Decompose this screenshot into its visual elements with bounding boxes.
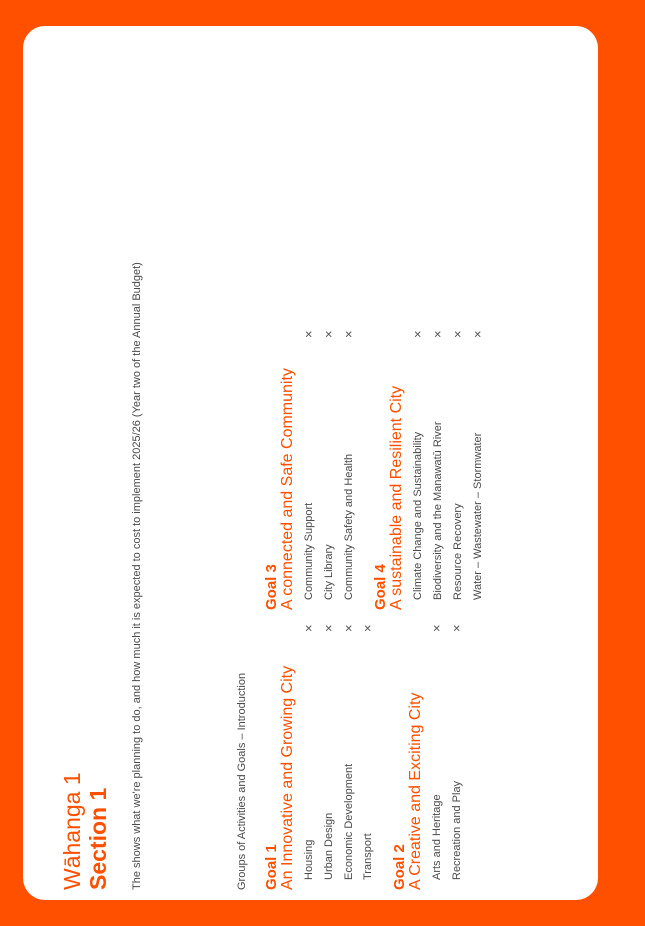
goal-1-activity: Urban Design [323, 812, 335, 880]
goal-3-activity-mark: × [301, 330, 316, 338]
goal-4-activity: Biodiversity and the Manawatū River [432, 421, 444, 600]
goal-3-activity-mark: × [321, 330, 336, 338]
goal-4-activity-mark: × [410, 330, 425, 338]
goal-4-activity-mark: × [470, 330, 485, 338]
goal-3-name: A connected and Safe Community [279, 368, 296, 610]
goal-3-activity-mark: × [341, 330, 356, 338]
section-title: Section 1 [85, 787, 111, 890]
goal-1-number: Goal 1 [263, 844, 280, 890]
goal-2-activity: Arts and Heritage [431, 794, 443, 880]
goal-4-activity: Climate Change and Sustainability [412, 431, 424, 600]
goal-1-activity: Economic Development [343, 763, 355, 880]
accent-bar [612, 48, 614, 86]
intro-text: The shows what we're planning to do, and how much it is expected to cost to implement 2025/26 (Year two of the Annual Budget) [131, 262, 143, 890]
goal-1-activity-mark: × [360, 624, 375, 632]
goal-2-activity-mark: × [429, 624, 444, 632]
goal-3-activity: Community Support [303, 502, 315, 600]
goal-2-number: Goal 2 [391, 844, 408, 890]
goal-4-activity: Resource Recovery [452, 503, 464, 600]
goal-3-activity: Community Safety and Health [343, 453, 355, 600]
goal-1-activity-mark: × [301, 624, 316, 632]
goal-1-name: An Innovative and Growing City [279, 665, 296, 890]
goal-3-number: Goal 3 [263, 564, 280, 610]
goal-4-number: Goal 4 [372, 564, 389, 610]
goal-2-name: A Creative and Exciting City [407, 692, 424, 890]
goal-4-activity: Water – Wastewater – Stormwater [472, 432, 484, 600]
rotated-content [50, 50, 510, 890]
goal-1-activity-mark: × [321, 624, 336, 632]
groups-heading: Groups of Activities and Goals – Introduction [236, 672, 248, 890]
goal-1-activity-mark: × [341, 624, 356, 632]
goal-4-name: A sustainable and Resilient City [388, 385, 405, 610]
goal-4-activity-mark: × [450, 330, 465, 338]
goal-1-activity: Housing [303, 839, 315, 880]
goal-2-activity: Recreation and Play [451, 780, 463, 880]
goal-4-activity-mark: × [430, 330, 445, 338]
goal-2-activity-mark: × [449, 624, 464, 632]
goal-1-activity: Transport [362, 833, 374, 880]
goal-3-activity: City Library [323, 544, 335, 600]
section-title-maori: Wāhanga 1 [59, 772, 85, 890]
